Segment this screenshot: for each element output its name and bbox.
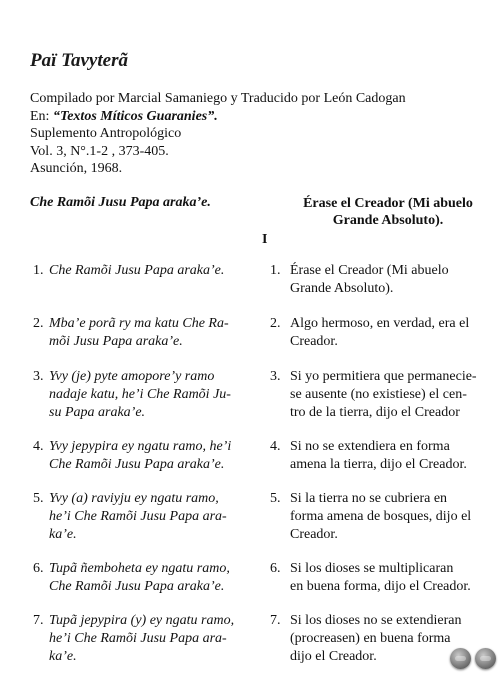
verse-line: mõi Jusu Papa araka’e. — [49, 334, 183, 349]
verse-line: Yvy (a) raviyju ey ngatu ramo, — [49, 491, 219, 506]
bibliography — [30, 90, 480, 178]
verse-line: Che Ramõi Jusu Papa araka’e. — [49, 263, 225, 278]
biblio-book-title: “Textos Míticos Guaranies”. — [52, 108, 218, 124]
verse-text — [290, 490, 471, 544]
verse-number: 7. — [270, 613, 281, 628]
verse-number: 1. — [33, 263, 44, 278]
verse-text — [49, 438, 231, 474]
verse-line: Algo hermoso, en verdad, era el — [290, 316, 470, 331]
verse-line: Che Ramõi Jusu Papa araka’e. — [49, 579, 225, 594]
verse-line: Tupã ñemboheta ey ngatu ramo, — [49, 561, 230, 576]
verse-line: amena la tierra, dijo el Creador. — [290, 457, 467, 472]
verse-line: en buena forma, dijo el Creador. — [290, 579, 471, 594]
verse-text — [290, 612, 461, 666]
verse-line: Creador. — [290, 527, 338, 542]
verse-number: 3. — [270, 369, 281, 384]
verse-line: Érase el Creador (Mi abuelo — [290, 263, 449, 278]
prev-page-icon[interactable] — [450, 648, 471, 669]
biblio-place-date: Asunción, 1968. — [30, 161, 123, 176]
verse-number: 6. — [33, 561, 44, 576]
verse-line: Si la tierra no se cubriera en — [290, 491, 448, 506]
verse-line: Yvy (je) pyte amopore’y ramo — [49, 369, 215, 384]
verse-line: Grande Absoluto). — [290, 281, 394, 296]
page-title: Paï Tavyterã — [30, 50, 128, 71]
biblio-supplement: Suplemento Antropológico — [30, 126, 182, 141]
verse-line: ka’e. — [49, 527, 77, 542]
verse-text — [49, 315, 229, 351]
verse-text — [290, 262, 449, 298]
verse-line: dijo el Creador. — [290, 649, 377, 664]
verse-number: 2. — [33, 316, 44, 331]
verse-line: he’i Che Ramõi Jusu Papa ara- — [49, 631, 227, 646]
verse-line: (procreasen) en buena forma — [290, 631, 451, 646]
verse-line: Mba’e porã ry ma katu Che Ra- — [49, 316, 229, 331]
verse-number: 2. — [270, 316, 281, 331]
guarani-column-heading: Che Ramõi Jusu Papa araka’e. — [30, 195, 211, 210]
verse-line: Si los dioses se multiplicaran — [290, 561, 454, 576]
verse-text — [290, 368, 477, 422]
verse-text — [290, 560, 471, 596]
verse-number: 3. — [33, 369, 44, 384]
verse-text — [49, 262, 224, 280]
spanish-heading-line-2: Grande Absoluto). — [332, 213, 444, 228]
verse-number: 4. — [270, 439, 281, 454]
biblio-compiled-by: Compilado por Marcial Samaniego y Traducido por León Cadogan — [30, 91, 406, 106]
verse-line: Yvy jepypira ey ngatu ramo, he’i — [49, 439, 232, 454]
verse-text — [49, 368, 231, 422]
verse-number: 5. — [270, 491, 281, 506]
verse-line: su Papa araka’e. — [49, 405, 146, 420]
verse-text — [49, 612, 234, 666]
verse-line: Che Ramõi Jusu Papa araka’e. — [49, 457, 225, 472]
next-page-icon[interactable] — [475, 648, 496, 669]
verse-line: se ausente (no existiese) el cen- — [290, 387, 467, 402]
verse-text — [290, 315, 469, 351]
verse-number: 6. — [270, 561, 281, 576]
verse-number: 4. — [33, 439, 44, 454]
verse-line: ka’e. — [49, 649, 77, 664]
verse-number: 5. — [33, 491, 44, 506]
verse-line: he’i Che Ramõi Jusu Papa ara- — [49, 509, 227, 524]
verse-line: Creador. — [290, 334, 338, 349]
verse-line: Si yo permitiera que permanecie- — [290, 369, 477, 384]
spanish-heading-line-1: Érase el Creador (Mi abuelo — [303, 196, 473, 211]
verse-line: Si no se extendiera en forma — [290, 439, 450, 454]
verse-number: 1. — [270, 263, 281, 278]
verse-line: Si los dioses no se extendieran — [290, 613, 462, 628]
biblio-source — [30, 108, 480, 126]
verse-text — [49, 560, 230, 596]
biblio-volume: Vol. 3, N°.1-2 , 373-405. — [30, 143, 169, 159]
verse-text — [49, 490, 227, 544]
page-navigation — [450, 648, 496, 669]
verse-line: tro de la tierra, dijo el Creador — [290, 405, 460, 420]
verse-line: forma amena de bosques, dijo el — [290, 509, 472, 524]
verse-text — [290, 438, 467, 474]
verse-number: 7. — [33, 613, 44, 628]
verse-line: nadaje katu, he’i Che Ramõi Ju- — [49, 387, 231, 402]
biblio-source-prefix: En: — [30, 108, 53, 124]
spanish-column-heading — [298, 195, 478, 229]
verse-line: Tupã jepypira (y) ey ngatu ramo, — [49, 613, 235, 628]
section-numeral: I — [262, 232, 268, 247]
